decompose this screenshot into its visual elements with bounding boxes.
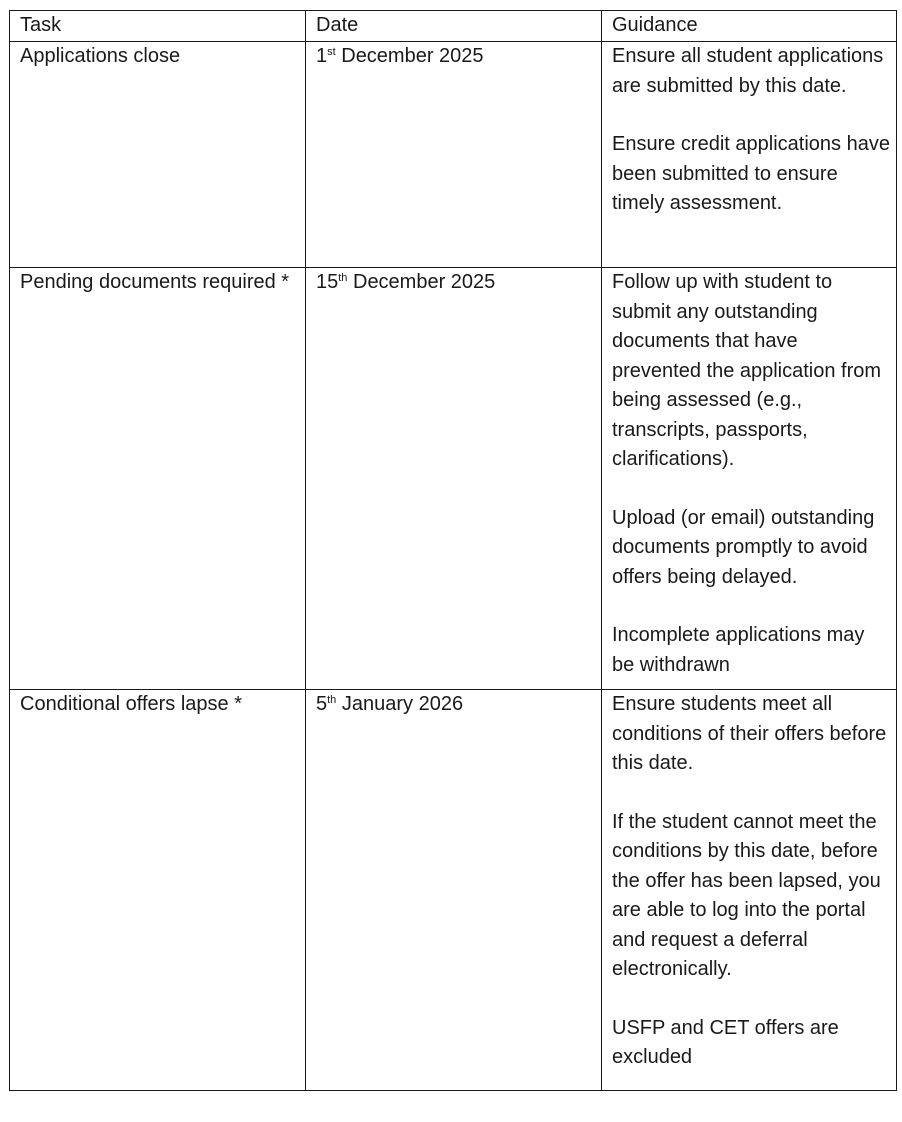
task-cell: Conditional offers lapse * bbox=[10, 690, 306, 1091]
date-day: 5 bbox=[316, 693, 328, 715]
guidance-cell bbox=[602, 268, 897, 690]
guidance-paragraph: Upload (or email) outstanding documents promptly to avoid offers being delayed. bbox=[612, 506, 875, 588]
task-cell: Pending documents required * bbox=[10, 268, 306, 690]
header-task: Task bbox=[10, 11, 306, 42]
date-suffix: st bbox=[327, 46, 336, 58]
date-suffix: th bbox=[338, 272, 348, 284]
date-cell bbox=[306, 690, 602, 1091]
guidance-paragraph: Ensure credit applications have been submitted to ensure timely assessment. bbox=[612, 133, 890, 214]
deadlines-table bbox=[9, 10, 897, 1091]
guidance-paragraph: Follow up with student to submit any outstanding documents that have prevented the application from being assessed (e.g., transcripts, passports, clarifications). bbox=[612, 271, 882, 470]
header-row bbox=[10, 11, 897, 42]
date-day: 1 bbox=[316, 45, 328, 67]
guidance-paragraph: Ensure all student applications are submitted by this date. bbox=[612, 45, 884, 97]
guidance-cell bbox=[602, 42, 897, 268]
header-guidance: Guidance bbox=[602, 11, 897, 42]
task-cell: Applications close bbox=[10, 42, 306, 268]
date-cell bbox=[306, 42, 602, 268]
date-day: 15 bbox=[316, 271, 339, 293]
header-date: Date bbox=[306, 11, 602, 42]
guidance-paragraph: Ensure students meet all conditions of their offers before this date. bbox=[612, 693, 887, 774]
date-rest: January 2026 bbox=[336, 693, 464, 715]
date-cell bbox=[306, 268, 602, 690]
guidance-paragraph: Incomplete applications may be withdrawn bbox=[612, 624, 865, 676]
date-rest: December 2025 bbox=[335, 45, 484, 67]
guidance-cell bbox=[602, 690, 897, 1091]
table-row bbox=[10, 268, 897, 690]
guidance-paragraph: If the student cannot meet the conditions by this date, before the offer has been lapsed, you are able to log into the portal and request a deferral electronically. bbox=[612, 810, 881, 980]
date-suffix: th bbox=[327, 694, 337, 706]
table-row bbox=[10, 42, 897, 268]
table-row bbox=[10, 690, 897, 1091]
date-rest: December 2025 bbox=[347, 271, 496, 293]
guidance-paragraph: USFP and CET offers are excluded bbox=[612, 1016, 839, 1068]
